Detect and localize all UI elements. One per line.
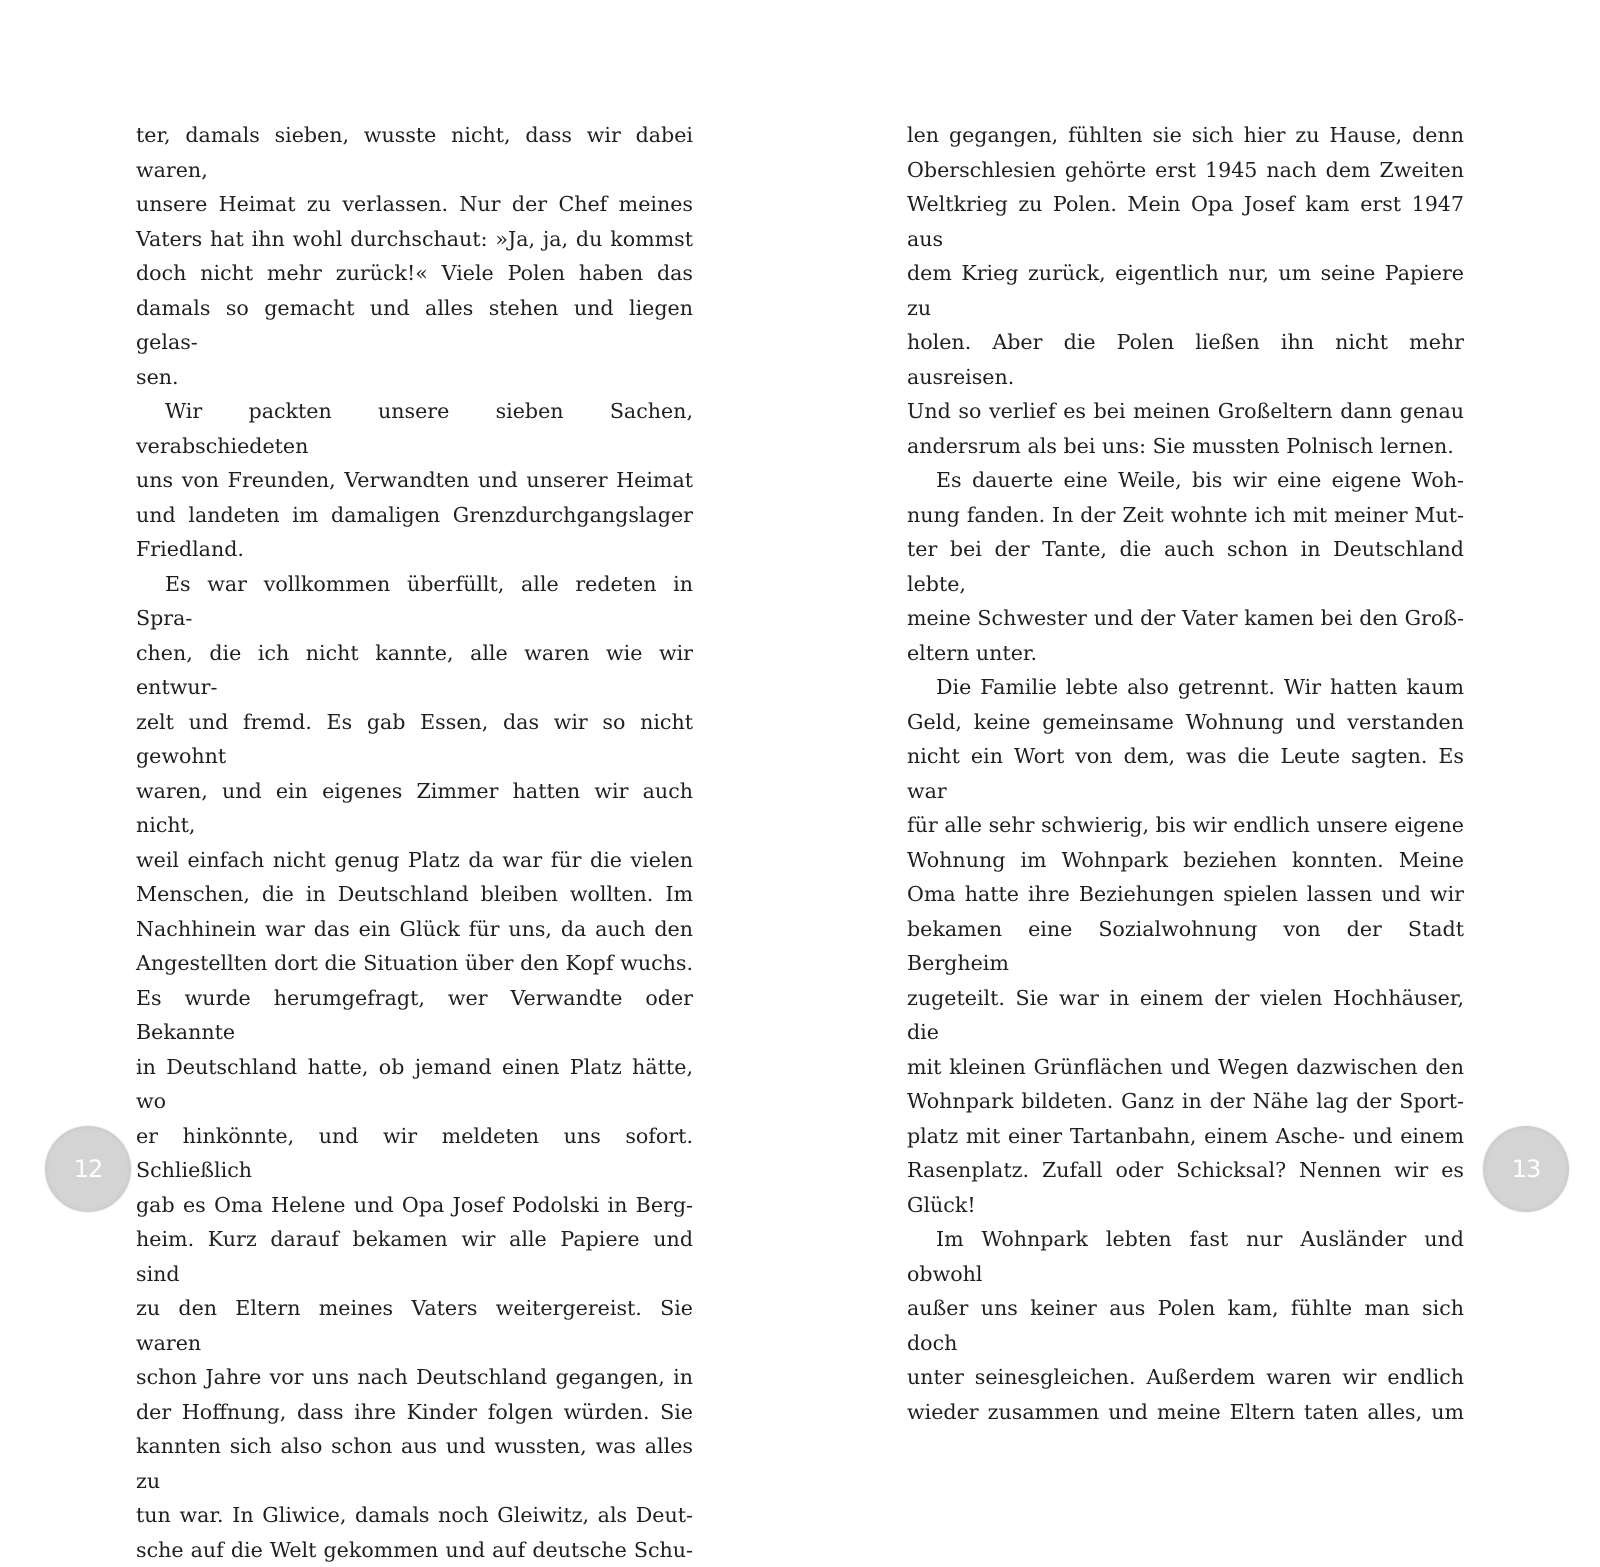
text-line: unsere Heimat zu verlassen. Nur der Chef meines — [136, 187, 693, 222]
text-line: uns von Freunden, Verwandten und unserer Heimat — [136, 463, 693, 498]
text-line: Geld, keine gemeinsame Wohnung und verstanden — [907, 705, 1464, 740]
text-line: tun war. In Gliwice, damals noch Gleiwitz, als Deut- — [136, 1498, 693, 1533]
text-line: Nachhinein war das ein Glück für uns, da auch den — [136, 912, 693, 947]
text-line: der Hoffnung, dass ihre Kinder folgen würden. Sie — [136, 1395, 693, 1430]
text-line: mit kleinen Grünflächen und Wegen dazwischen den — [907, 1050, 1464, 1085]
text-line: Wohnpark bildeten. Ganz in der Nähe lag der Sport- — [907, 1084, 1464, 1119]
text-line: sen. — [136, 360, 693, 395]
text-line: chen, die ich nicht kannte, alle waren wie wir entwur- — [136, 636, 693, 705]
text-line: zu den Eltern meines Vaters weitergereist. Sie waren — [136, 1291, 693, 1360]
text-line: Die Familie lebte also getrennt. Wir hatten kaum — [907, 670, 1464, 705]
text-line: und landeten im damaligen Grenzdurchgangslager — [136, 498, 693, 533]
text-line: bekamen eine Sozialwohnung von der Stadt Bergheim — [907, 912, 1464, 981]
text-line: nicht ein Wort von dem, was die Leute sagten. Es war — [907, 739, 1464, 808]
text-line: doch nicht mehr zurück!« Viele Polen haben das — [136, 256, 693, 291]
text-line: Menschen, die in Deutschland bleiben wollten. Im — [136, 877, 693, 912]
right-page-number: 13 — [1483, 1126, 1569, 1212]
text-line: er hinkönnte, und wir meldeten uns sofort. Schließlich — [136, 1119, 693, 1188]
text-line: dem Krieg zurück, eigentlich nur, um seine Papiere zu — [907, 256, 1464, 325]
text-line: Es wurde herumgefragt, wer Verwandte oder Bekannte — [136, 981, 693, 1050]
text-line: außer uns keiner aus Polen kam, fühlte man sich doch — [907, 1291, 1464, 1360]
text-line: Oma hatte ihre Beziehungen spielen lassen und wir — [907, 877, 1464, 912]
text-line: Weltkrieg zu Polen. Mein Opa Josef kam erst 1947 aus — [907, 187, 1464, 256]
text-line: eltern unter. — [907, 636, 1464, 671]
text-line: in Deutschland hatte, ob jemand einen Platz hätte, wo — [136, 1050, 693, 1119]
text-line: ter, damals sieben, wusste nicht, dass wir dabei waren, — [136, 118, 693, 187]
text-line: Vaters hat ihn wohl durchschaut: »Ja, ja, du kommst — [136, 222, 693, 257]
text-line: Es dauerte eine Weile, bis wir eine eigene Woh- — [907, 463, 1464, 498]
text-line: andersrum als bei uns: Sie mussten Polnisch lernen. — [907, 429, 1464, 464]
text-line: ter bei der Tante, die auch schon in Deutschland lebte, — [907, 532, 1464, 601]
text-line: weil einfach nicht genug Platz da war für die vielen — [136, 843, 693, 878]
text-line: Und so verlief es bei meinen Großeltern dann genau — [907, 394, 1464, 429]
text-line: len gegangen, fühlten sie sich hier zu Hause, denn — [907, 118, 1464, 153]
text-line: gab es Oma Helene und Opa Josef Podolski in Berg- — [136, 1188, 693, 1223]
text-line: Wir packten unsere sieben Sachen, verabschiedeten — [136, 394, 693, 463]
text-line: kannten sich also schon aus und wussten, was alles zu — [136, 1429, 693, 1498]
text-line: Wohnung im Wohnpark beziehen konnten. Meine — [907, 843, 1464, 878]
text-line: nung fanden. In der Zeit wohnte ich mit meiner Mut- — [907, 498, 1464, 533]
text-line: meine Schwester und der Vater kamen bei den Groß- — [907, 601, 1464, 636]
text-line: Angestellten dort die Situation über den Kopf wuchs. — [136, 946, 693, 981]
text-line: Friedland. — [136, 532, 693, 567]
left-page — [0, 0, 800, 1274]
text-line: Im Wohnpark lebten fast nur Ausländer und obwohl — [907, 1222, 1464, 1291]
text-line: Glück! — [907, 1188, 1464, 1223]
text-line: Oberschlesien gehörte erst 1945 nach dem Zweiten — [907, 153, 1464, 188]
text-line: sche auf die Welt gekommen und auf deutsche Schu- — [136, 1533, 693, 1567]
text-line: damals so gemacht und alles stehen und liegen gelas- — [136, 291, 693, 360]
text-line: für alle sehr schwierig, bis wir endlich unsere eigene — [907, 808, 1464, 843]
text-line: zelt und fremd. Es gab Essen, das wir so nicht gewohnt — [136, 705, 693, 774]
text-line: waren, und ein eigenes Zimmer hatten wir auch nicht, — [136, 774, 693, 843]
left-page-number: 12 — [45, 1126, 131, 1212]
text-line: zugeteilt. Sie war in einem der vielen Hochhäuser, die — [907, 981, 1464, 1050]
text-line: platz mit einer Tartanbahn, einem Asche- und einem — [907, 1119, 1464, 1154]
text-line: Es war vollkommen überfüllt, alle redeten in Spra- — [136, 567, 693, 636]
text-line: schon Jahre vor uns nach Deutschland gegangen, in — [136, 1360, 693, 1395]
text-line: wieder zusammen und meine Eltern taten alles, um — [907, 1395, 1464, 1430]
text-line: unter seinesgleichen. Außerdem waren wir endlich — [907, 1360, 1464, 1395]
left-page-body-text — [136, 118, 693, 1567]
right-page — [800, 0, 1600, 1274]
text-line: holen. Aber die Polen ließen ihn nicht mehr ausreisen. — [907, 325, 1464, 394]
text-line: Rasenplatz. Zufall oder Schicksal? Nennen wir es — [907, 1153, 1464, 1188]
text-line: heim. Kurz darauf bekamen wir alle Papiere und sind — [136, 1222, 693, 1291]
right-page-body-text — [907, 118, 1464, 1429]
